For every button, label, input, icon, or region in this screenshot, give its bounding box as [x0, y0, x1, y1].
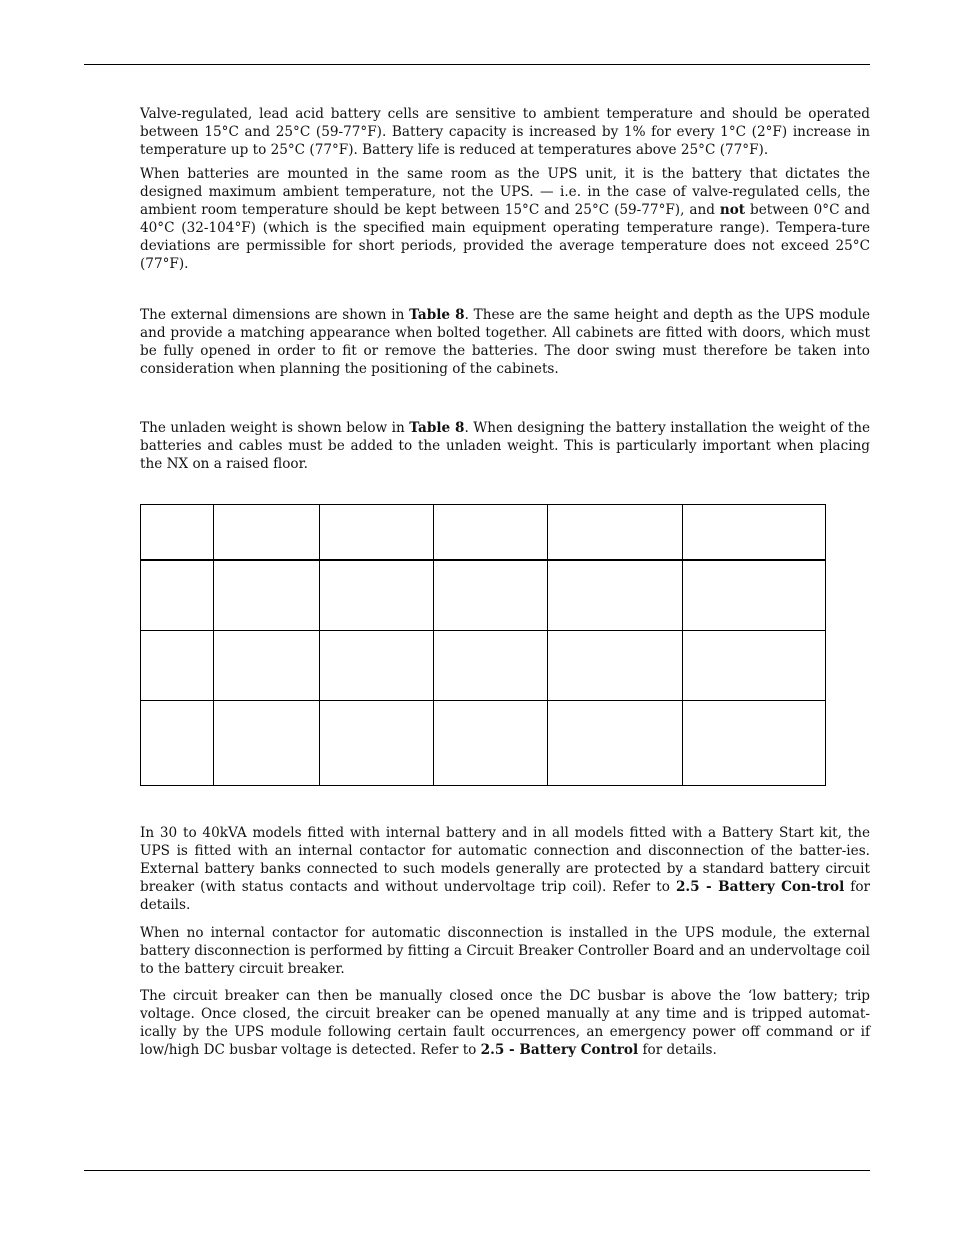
dimensions-paragraph — [140, 306, 870, 378]
temperature-text-1: Valve-regulated, lead acid battery cells are sensitive to ambient temperature and should be operated between 15°C and 25°C (59-77°F). Battery capacity is increased by 1% for every 1°C (2°F) increase in temperature up to 25°C (77°F). Battery life is reduced at temperatures above 25°C (77°F). — [140, 106, 870, 158]
table-cell — [214, 701, 320, 786]
table-cell — [434, 560, 548, 631]
table-cell — [141, 631, 214, 701]
table-cell — [320, 560, 434, 631]
dimensions-text-a: The external dimensions are shown in — [140, 307, 410, 323]
table-cell — [548, 505, 683, 561]
table-cell — [548, 701, 683, 786]
protection-paragraph-1 — [140, 824, 870, 914]
table-cell — [434, 631, 548, 701]
table-cell — [548, 560, 683, 631]
footer-rule — [84, 1170, 870, 1171]
protection-text-3a: The circuit breaker can then be manually closed once the DC busbar is above the ‘low battery; trip voltage. Once closed, the circuit breaker can be opened manually at any time and is tripped automat-ically by the UPS module following certain fault occurrences, an emergency power off command or if low/high DC busbar voltage is detected. Refer to — [140, 988, 870, 1058]
table-header-row — [141, 505, 826, 561]
dimensions-weight-table — [140, 504, 826, 786]
protection-text-1a: In 30 to 40kVA models fitted with internal battery and in all models fitted with a Battery Start kit, the UPS is fitted with an internal contactor for automatic connection and disconnection of the batter-ies. External battery banks connected to such models generally are protected by a standard battery circuit breaker (with status contacts and without undervoltage trip coil). Refer to — [140, 825, 870, 895]
protection-text-2: When no internal contactor for automatic disconnection is installed in the UPS module, the external battery disconnection is performed by fitting a Circuit Breaker Controller Board and an undervoltage coil to the battery circuit breaker. — [140, 925, 870, 977]
protection-text-3b: for details. — [638, 1042, 717, 1058]
table-cell — [683, 505, 826, 561]
table-cell — [548, 631, 683, 701]
table-cell — [434, 505, 548, 561]
table-cell — [320, 631, 434, 701]
protection-paragraph-3 — [140, 987, 870, 1059]
weight-text-a: The unladen weight is shown below in — [140, 420, 410, 436]
table-row — [141, 560, 826, 631]
temperature-text-2b: between 0°C and 40°C (32-104°F) (which is the specified main equipment operating temperature range). Tempera-ture deviations are permissible for short periods, provided the average temperature does not exceed 25°C (77°F). — [140, 202, 870, 272]
table-row — [141, 701, 826, 786]
weight-paragraph — [140, 419, 870, 473]
dimensions-table-ref: Table 8 — [409, 307, 465, 323]
protection-text-1b: for details. — [140, 879, 870, 913]
table-cell — [320, 701, 434, 786]
temperature-paragraph-2 — [140, 165, 870, 273]
temperature-emphasis-not: not — [719, 202, 746, 218]
table-cell — [683, 560, 826, 631]
protection-battery-control-ref-1: 2.5 - Battery Con-trol — [675, 879, 845, 895]
table-cell — [683, 701, 826, 786]
weight-text-b: . When designing the battery installation the weight of the batteries and cables must be added to the unladen weight. This is particularly important when placing the NX on a raised floor. — [140, 420, 871, 472]
temperature-text-2a: When batteries are mounted in the same room as the UPS unit, it is the battery that dictates the designed maximum ambient temperature, not the UPS. — i.e. in the case of valve-regulated cells, the ambient room temperature should be kept between 15°C and 25°C (59-77°F), and — [140, 166, 870, 218]
weight-table-ref: Table 8 — [409, 420, 465, 436]
temperature-paragraph-1 — [140, 105, 870, 159]
table-cell — [141, 560, 214, 631]
header-rule — [84, 64, 870, 65]
dimensions-text-b: . These are the same height and depth as the UPS module and provide a matching appearance when bolted together. All cabinets are fitted with doors, which must be fully opened in order to fit or remove the batteries. The door swing must therefore be taken into consideration when planning the positioning of the cabinets. — [140, 307, 870, 377]
table-cell — [141, 701, 214, 786]
table-cell — [320, 505, 434, 561]
table-row — [141, 631, 826, 701]
table-cell — [141, 505, 214, 561]
table-cell — [434, 701, 548, 786]
table-cell — [214, 505, 320, 561]
protection-paragraph-2 — [140, 924, 870, 978]
table-cell — [214, 560, 320, 631]
protection-battery-control-ref-2: 2.5 - Battery Control — [480, 1042, 639, 1058]
table-cell — [683, 631, 826, 701]
table-cell — [214, 631, 320, 701]
